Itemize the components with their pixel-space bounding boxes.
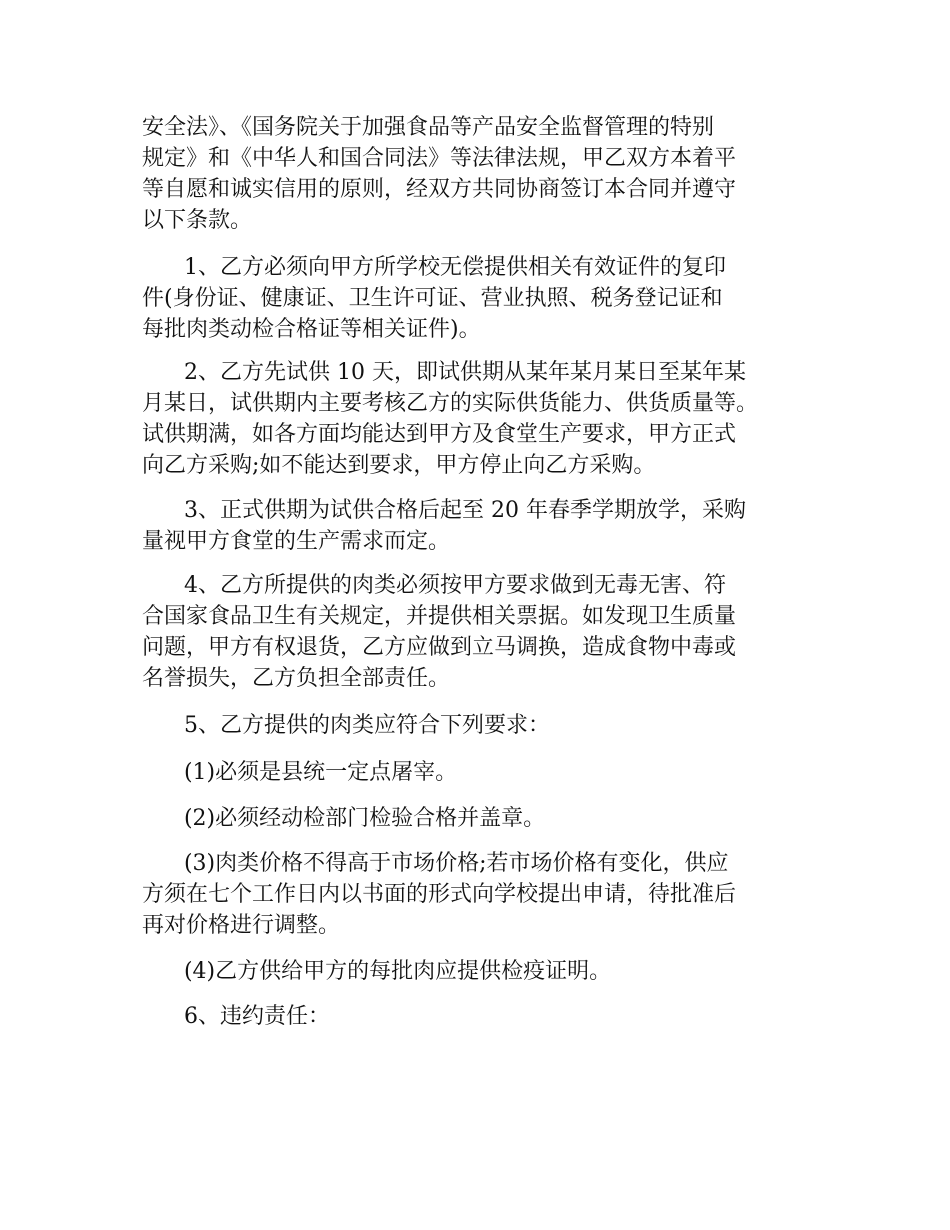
paragraph-clause-4: 4、乙方所提供的肉类必须按甲方要求做到无毒无害、符 合国家食品卫生有关规定，并提供相关票据。如发现卫生质量 问题，甲方有权退货，乙方应做到立马调换，造成食物中毒或 名誉损失，乙方负担全部责任。: [142, 573, 737, 691]
paragraph-clause-5: 5、乙方提供的肉类应符合下列要求：: [142, 713, 550, 738]
paragraph-intro: 安全法》、《国务院关于加强食品等产品安全监督管理的特别 规定》和《中华人和国合同法》等法律法规，甲乙双方本着平 等自愿和诚实信用的原则，经双方共同协商签订本合同并遵守 以下条款。: [142, 115, 737, 233]
paragraph-clause-3: 3、正式供期为试供合格后起至 20 年春季学期放学，采购 量视甲方食堂的生产需求而定。: [142, 498, 746, 554]
paragraph-clause-2: 2、乙方先试供 10 天，即试供期从某年某月某日至某年某 月某日，试供期内主要考核乙方的实际供货能力、供货质量等。 试供期满，如各方面均能达到甲方及食堂生产要求，甲方正式 向乙方采购;如不能达到要求，甲方停止向乙方采购。: [142, 360, 759, 478]
paragraph-clause-5-4: (4)乙方供给甲方的每批肉应提供检疫证明。: [142, 959, 612, 984]
paragraph-clause-5-3: (3)肉类价格不得高于市场价格;若市场价格有变化，供应 方须在七个工作日内以书面的形式向学校提出申请，待批准后 再对价格进行调整。: [142, 851, 737, 938]
paragraph-clause-1: 1、乙方必须向甲方所学校无偿提供相关有效证件的复印 件(身份证、健康证、卫生许可证、营业执照、税务登记证和 每批肉类动检合格证等相关证件)。: [142, 255, 726, 342]
paragraph-clause-5-2: (2)必须经动检部门检验合格并盖章。: [142, 806, 546, 831]
paragraph-clause-6: 6、违约责任：: [142, 1004, 330, 1029]
paragraph-clause-5-1: (1)必须是县统一定点屠宰。: [142, 760, 458, 785]
